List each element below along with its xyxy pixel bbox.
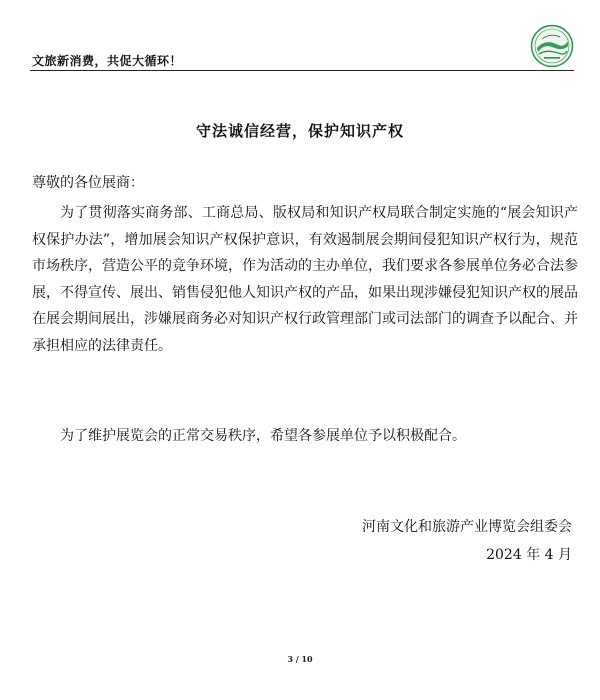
header-divider	[30, 70, 574, 71]
signature-block	[362, 513, 572, 569]
paragraph-ip-protection: 为了贯彻落实商务部、工商总局、版权局和知识产权局联合制定实施的“展会知识产权保护办法”，增加展会知识产权保护意识，有效遏制展会期间侵犯知识产权行为，规范市场秩序，营造公平的竞争环境，作为活动的主办单位，我们要求各参展单位务必合法参展，不得宣传、展出、销售侵犯他人知识产权的产品，如果出现涉嫌侵犯知识产权的展品在展会期间展出，涉嫌展商务必对知识产权行政管理部门或司法部门的调查予以配合、并承担相应的法律责任。	[32, 205, 578, 354]
salutation: 尊敬的各位展商：	[32, 175, 144, 191]
page-number: 3 / 10	[287, 654, 313, 664]
notice-title: 守法诚信经营，保护知识产权	[195, 122, 404, 140]
expo-logo-icon	[530, 24, 574, 68]
expo-logo-graphic	[530, 24, 574, 68]
logo-caption-bar	[544, 57, 560, 59]
organizer-name: 河南文化和旅游产业博览会组委会	[362, 519, 572, 535]
page-header	[30, 26, 574, 72]
paragraph-cooperation: 为了维护展览会的正常交易秩序，希望各参展单位予以积极配合。	[60, 428, 466, 444]
header-slogan: 文旅新消费，共促大循环！	[32, 54, 183, 68]
notice-date: 2024 年 4 月	[486, 547, 572, 563]
